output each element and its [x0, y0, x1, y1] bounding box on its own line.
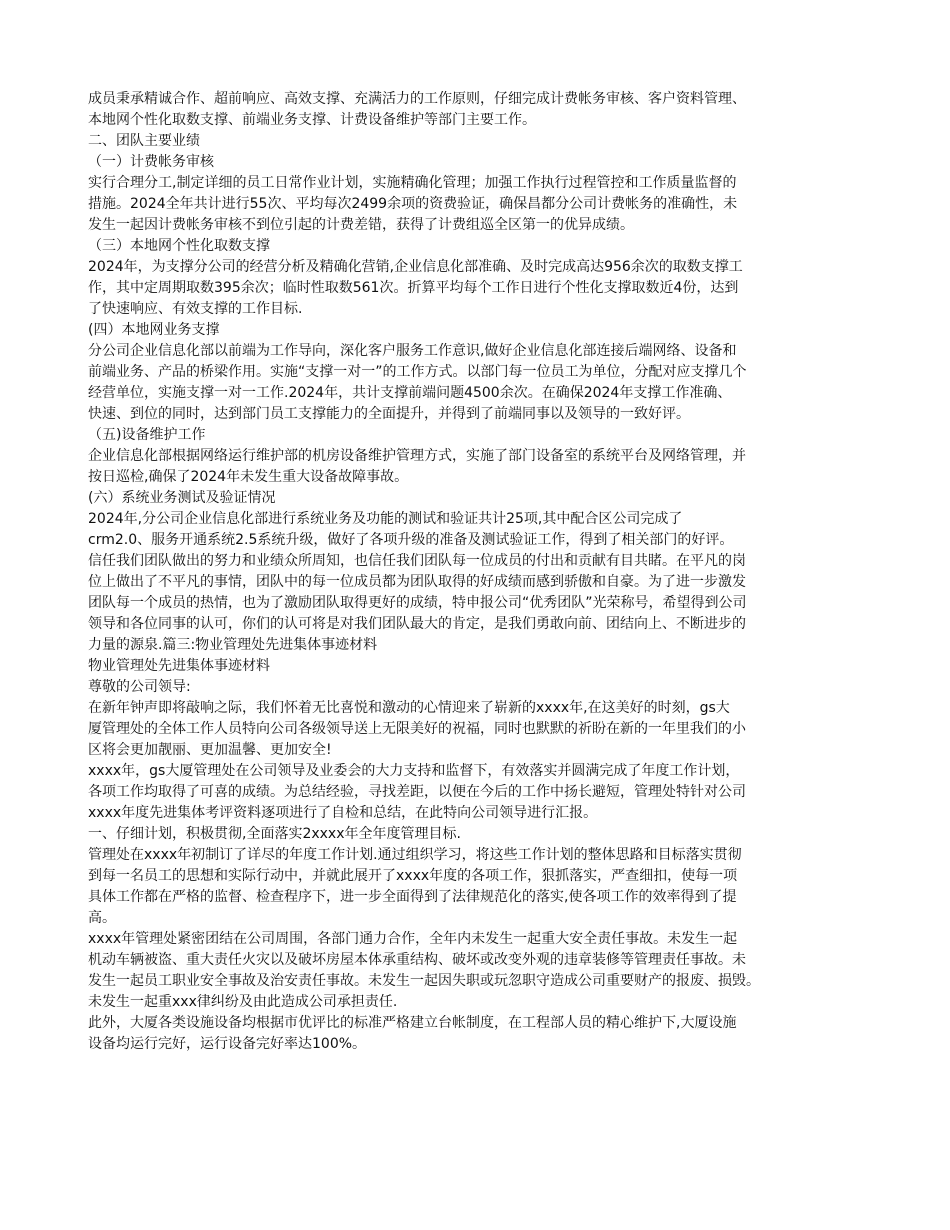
text-line: xxxx年，gs大厦管理处在公司领导及业委会的大力支持和监督下，有效落实并圆满完成了年度工作计划， — [88, 763, 740, 779]
text-line: 此外，大厦各类设施设备均根据市优评比的标准严格建立台帐制度，在工程部人员的精心维护下,大厦设施 — [88, 1015, 737, 1031]
text-line: 分公司企业信息化部以前端为工作导向，深化客户服务工作意识,做好企业信息化部连接后端网络、设备和 — [88, 343, 737, 359]
subsection-heading: （一）计费帐务审核 — [88, 154, 214, 170]
text-line: 发生一起员工职业安全事故及治安责任事故。未发生一起因失职或玩忽职守造成公司重要财产的报废、损毁。 — [88, 973, 760, 989]
subsection-heading: （五)设备维护工作 — [88, 427, 206, 443]
section-heading: 一、仔细计划，积极贯彻,全面落实2xxxx年全年度管理目标. — [88, 826, 461, 842]
text-line: 了快速响应、有效支撑的工作目标. — [88, 301, 303, 317]
text-line: 到每一名员工的思想和实际行动中，并就此展开了xxxx年度的各项工作，狠抓落实，严查细扣，使每一项 — [88, 868, 738, 884]
text-line: crm2.0、服务开通系统2.5系统升级，做好了各项升级的准备及测试验证工作，得到了相关部门的好评。 — [88, 532, 734, 548]
text-line: 前端业务、产品的桥梁作用。实施“支撑一对一”的工作方式。以部门每一位员工为单位，分配对应支撑几个 — [88, 364, 747, 380]
text-line: 措施。2024全年共计进行55次、平均每次2499余项的资费验证，确保昌都分公司计费帐务的准确性，未 — [88, 196, 738, 212]
text-line: 领导和各位同事的认可，你们的认可将是对我们团队最大的肯定，是我们勇敢向前、团结向上、不断进步的 — [88, 616, 746, 632]
subsection-heading: (四）本地网业务支撑 — [88, 322, 220, 338]
text-line: 2024年,分公司企业信息化部进行系统业务及功能的测试和验证共计25项,其中配合区公司完成了 — [88, 511, 683, 527]
subsection-heading: （三）本地网个性化取数支撑 — [88, 238, 270, 254]
text-line: 经营单位，实施支撑一对一工作.2024年，共计支撑前端问题4500余次。在确保2024年支撑工作准确、 — [88, 385, 732, 401]
text-line: 企业信息化部根据网络运行维护部的机房设备维护管理方式，实施了部门设备室的系统平台及网络管理，并 — [88, 448, 746, 464]
subsection-heading: (六）系统业务测试及验证情况 — [88, 490, 276, 506]
text-line: 高。 — [88, 910, 116, 926]
text-line: xxxx年管理处紧密团结在公司周围，各部门通力合作，全年内未发生一起重大安全责任事故。未发生一起 — [88, 931, 738, 947]
text-line: 未发生一起重xxx律纠纷及由此造成公司承担责任. — [88, 994, 398, 1010]
text-line: 实行合理分工,制定详细的员工日常作业计划，实施精确化管理；加强工作执行过程管控和工作质量监督的 — [88, 175, 737, 191]
text-line: 成员秉承精诚合作、超前响应、高效支撑、充满活力的工作原则，仔细完成计费帐务审核、客户资料管理、 — [88, 91, 746, 107]
text-line: 在新年钟声即将敲响之际，我们怀着无比喜悦和激动的心情迎来了崭新的xxxx年,在这美好的时刻，gs大 — [88, 700, 730, 716]
text-line: 厦管理处的全体工作人员特向公司各级领导送上无限美好的祝福，同时也默默的祈盼在新的一年里我们的小 — [88, 721, 746, 737]
text-line: 力量的源泉.篇三:物业管理处先进集体事迹材料 — [88, 637, 378, 653]
text-line: 各项工作均取得了可喜的成绩。为总结经验，寻找差距，以便在今后的工作中扬长避短，管理处特针对公司 — [88, 784, 746, 800]
document-title: 物业管理处先进集体事迹材料 — [88, 658, 270, 674]
text-line: 位上做出了不平凡的事情，团队中的每一位成员都为团队取得的好成绩而感到骄傲和自豪。为了进一步激发 — [88, 574, 746, 590]
document-body — [88, 89, 863, 1055]
text-line: 管理处在xxxx年初制订了详尽的年度工作计划.通过组织学习，将这些工作计划的整体思路和目标落实贯彻 — [88, 847, 742, 863]
section-heading: 二、团队主要业绩 — [88, 133, 200, 149]
text-line: 区将会更加靓丽、更加温馨、更加安全! — [88, 742, 332, 758]
text-line: 作，其中定周期取数395余次；临时性取数561次。折算平均每个工作日进行个性化支撑取数近4份，达到 — [88, 280, 739, 296]
text-line: 快速、到位的同时，达到部门员工支撑能力的全面提升，并得到了前端同事以及领导的一致好评。 — [88, 406, 690, 422]
text-line: 团队每一个成员的热情，也为了激励团队取得更好的成绩，特申报公司“优秀团队”光荣称号，希望得到公司 — [88, 595, 747, 611]
text-line: 具体工作都在严格的监督、检查程序下，进一步全面得到了法律规范化的落实,使各项工作的效率得到了提 — [88, 889, 737, 905]
text-line: 按日巡检,确保了2024年未发生重大设备故障事故。 — [88, 469, 409, 485]
salutation: 尊敬的公司领导: — [88, 679, 191, 695]
text-line: 本地网个性化取数支撑、前端业务支撑、计费设备维护等部门主要工作。 — [88, 112, 536, 128]
text-line: xxxx年度先进集体考评资料逐项进行了自检和总结，在此特向公司领导进行汇报。 — [88, 805, 598, 821]
text-line: 2024年，为支撑分公司的经营分析及精确化营销,企业信息化部准确、及时完成高达956余次的取数支撑工 — [88, 259, 743, 275]
text-line: 发生一起因计费帐务审核不到位引起的计费差错，获得了计费组巡全区第一的优异成绩。 — [88, 217, 634, 233]
text-line: 信任我们团队做出的努力和业绩众所周知，也信任我们团队每一位成员的付出和贡献有目共睹。在平凡的岗 — [88, 553, 746, 569]
text-line: 机动车辆被盗、重大责任火灾以及破坏房屋本体承重结构、破坏或改变外观的违章装修等管理责任事故。未 — [88, 952, 746, 968]
text-line: 设备均运行完好，运行设备完好率达100%。 — [88, 1036, 367, 1052]
